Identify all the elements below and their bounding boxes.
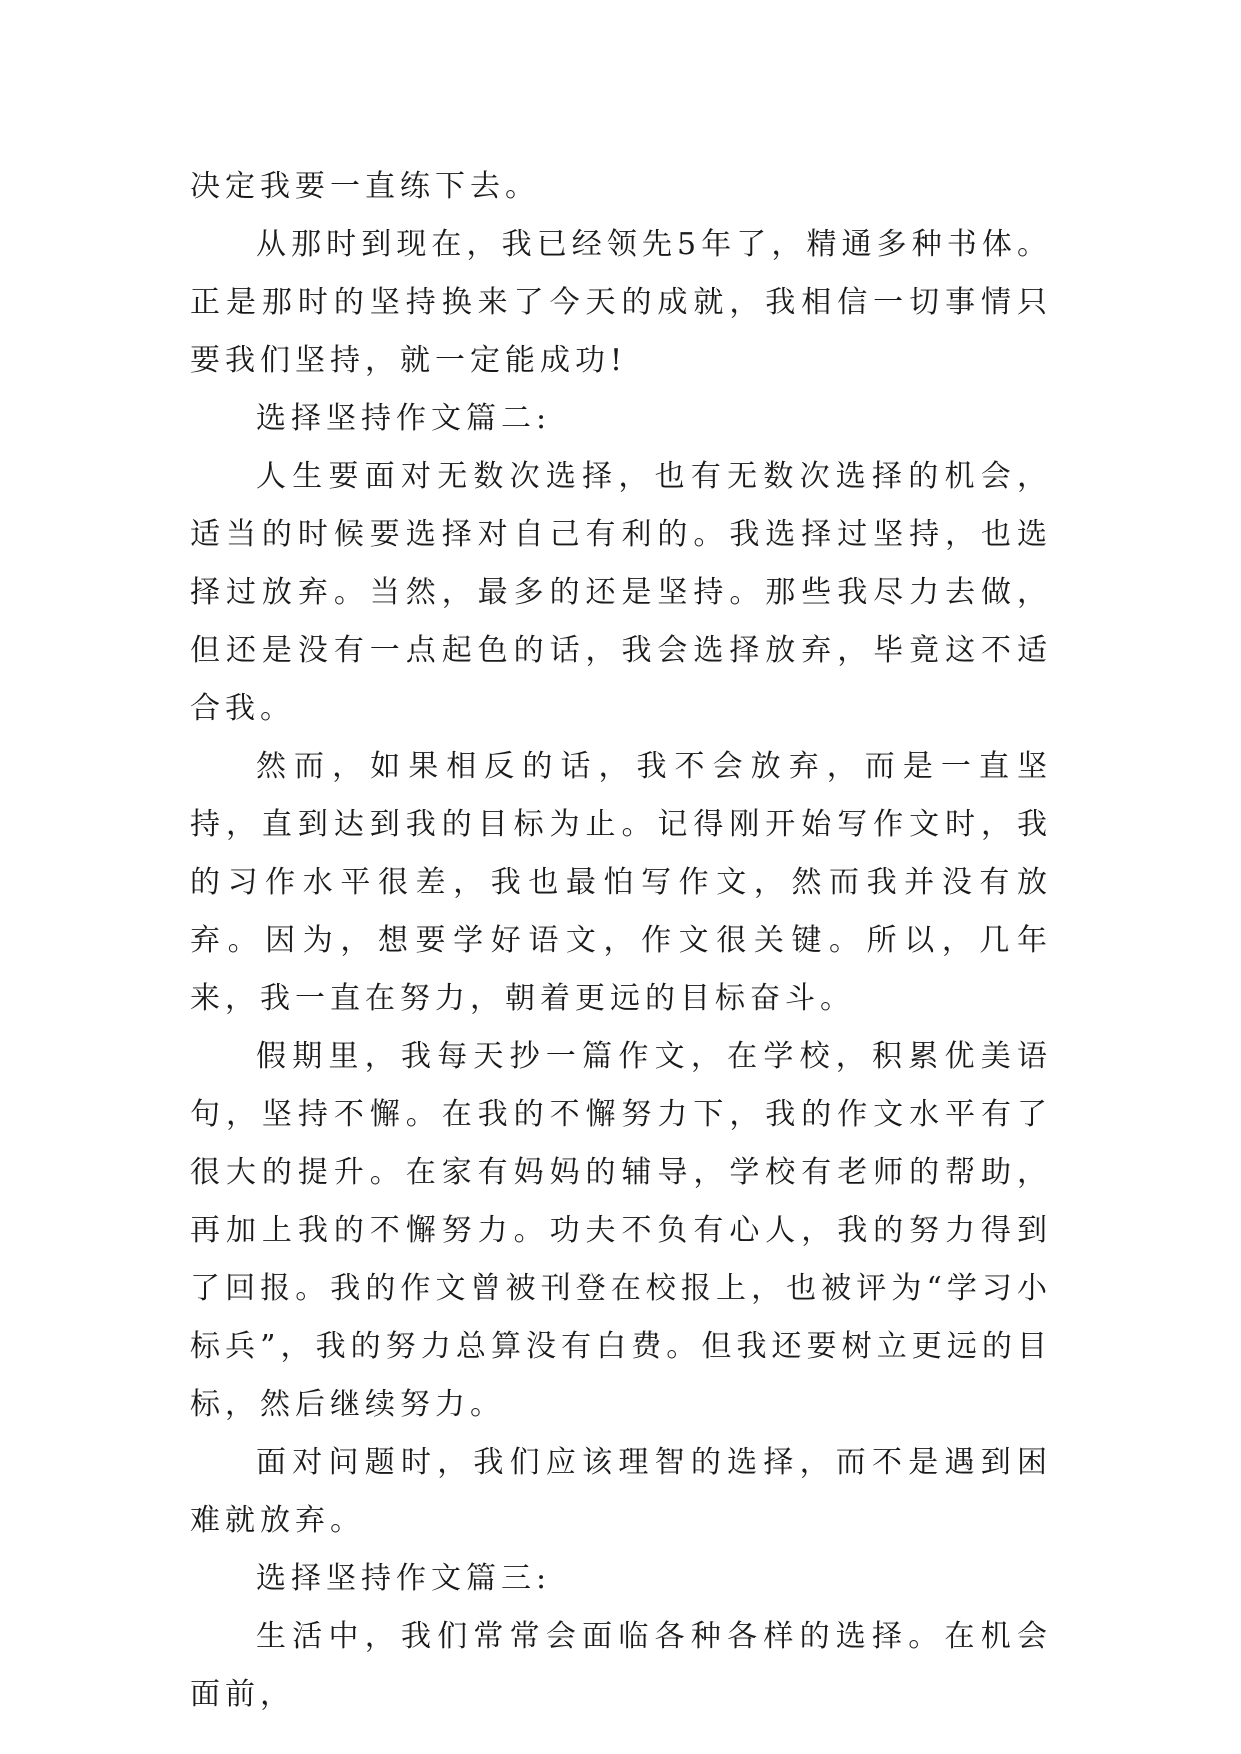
- paragraph-life-opening: 生活中，我们常常会面临各种各样的选择。在机会面前，: [190, 1619, 1052, 1712]
- paragraph-holiday-practice: 假期里，我每天抄一篇作文，在学校，积累优美语句，坚持不懈。在我的不懈努力下，我的作文水平有了很大的提升。在家有妈妈的辅导，学校有老师的帮助，再加上我的不懈努力。功夫不负有心人，我的努力得到了回报。我的作文曾被刊登在校报上，也被评为“学习小标兵”，我的努力总算没有白费。但我还要树立更远的目标，然后继续努力。: [190, 1039, 1052, 1422]
- paragraph-continuation: 决定我要一直练下去。: [190, 169, 540, 204]
- paragraph-life-choices: 人生要面对无数次选择，也有无数次选择的机会，适当的时候要选择对自己有利的。我选择过坚持，也选择过放弃。当然，最多的还是坚持。那些我尽力去做，但还是没有一点起色的话，我会选择放弃，毕竟这不适合我。: [190, 459, 1052, 726]
- paragraph-writing-persistence: 然而，如果相反的话，我不会放弃，而是一直坚持，直到达到我的目标为止。记得刚开始写作文时，我的习作水平很差，我也最怕写作文，然而我并没有放弃。因为，想要学好语文，作文很关键。所以，几年来，我一直在努力，朝着更远的目标奋斗。: [190, 749, 1052, 1016]
- document-body: [190, 158, 1052, 1724]
- section-heading-essay-3: 选择坚持作文篇三:: [256, 1561, 552, 1596]
- paragraph-rational-choice: 面对问题时，我们应该理智的选择，而不是遇到困难就放弃。: [190, 1445, 1052, 1538]
- section-heading-essay-2: 选择坚持作文篇二:: [256, 401, 552, 436]
- paragraph-achievement: 从那时到现在，我已经领先5年了，精通多种书体。正是那时的坚持换来了今天的成就，我相信一切事情只要我们坚持，就一定能成功!: [190, 227, 1052, 378]
